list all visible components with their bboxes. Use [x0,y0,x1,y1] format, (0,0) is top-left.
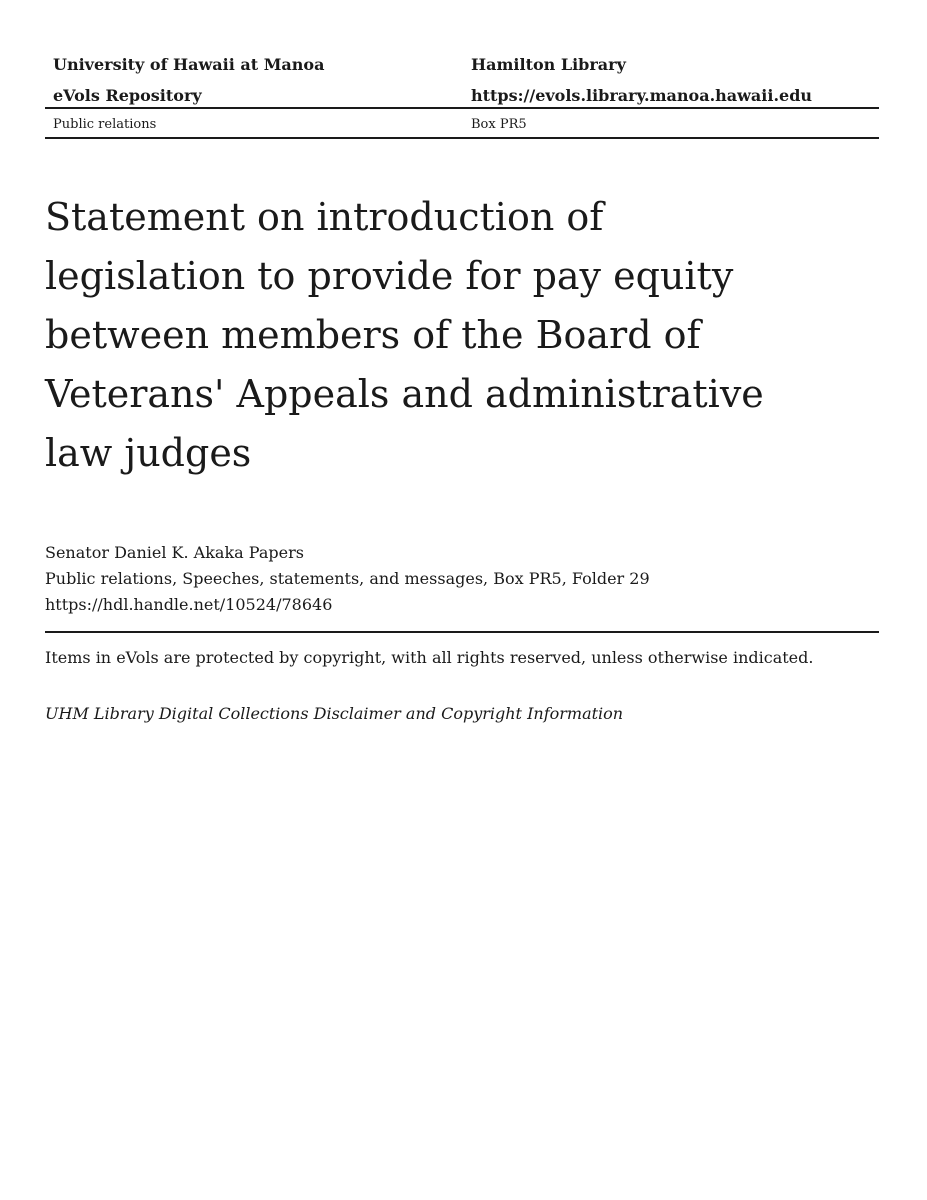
document-title: Statement on introduction of legislation to provide for pay equity between members of the Board of Veterans' Appeals and administrative law judges [45,195,764,475]
header-divider [45,107,879,109]
library-name: Hamilton Library [471,55,626,74]
collection-location: Public relations, Speeches, statements, and messages, Box PR5, Folder 29 [45,569,650,588]
header-bottom-divider [45,137,879,139]
series-label: Public relations [53,117,157,132]
handle-link[interactable]: https://hdl.handle.net/10524/78646 [45,595,333,614]
collection-name: Senator Daniel K. Akaka Papers [45,543,304,562]
repository-name: eVols Repository [53,86,202,105]
box-label: Box PR5 [471,117,527,132]
institution-name: University of Hawaii at Manoa [53,55,325,74]
repository-url-link[interactable]: https://evols.library.manoa.hawaii.edu [471,86,813,105]
content-divider [45,631,879,633]
disclaimer-link[interactable]: UHM Library Digital Collections Disclaimer and Copyright Information [45,704,624,723]
collection-info [45,540,879,618]
rights-statement: Items in eVols are protected by copyright, with all rights reserved, unless otherwise indicated. [45,648,814,667]
